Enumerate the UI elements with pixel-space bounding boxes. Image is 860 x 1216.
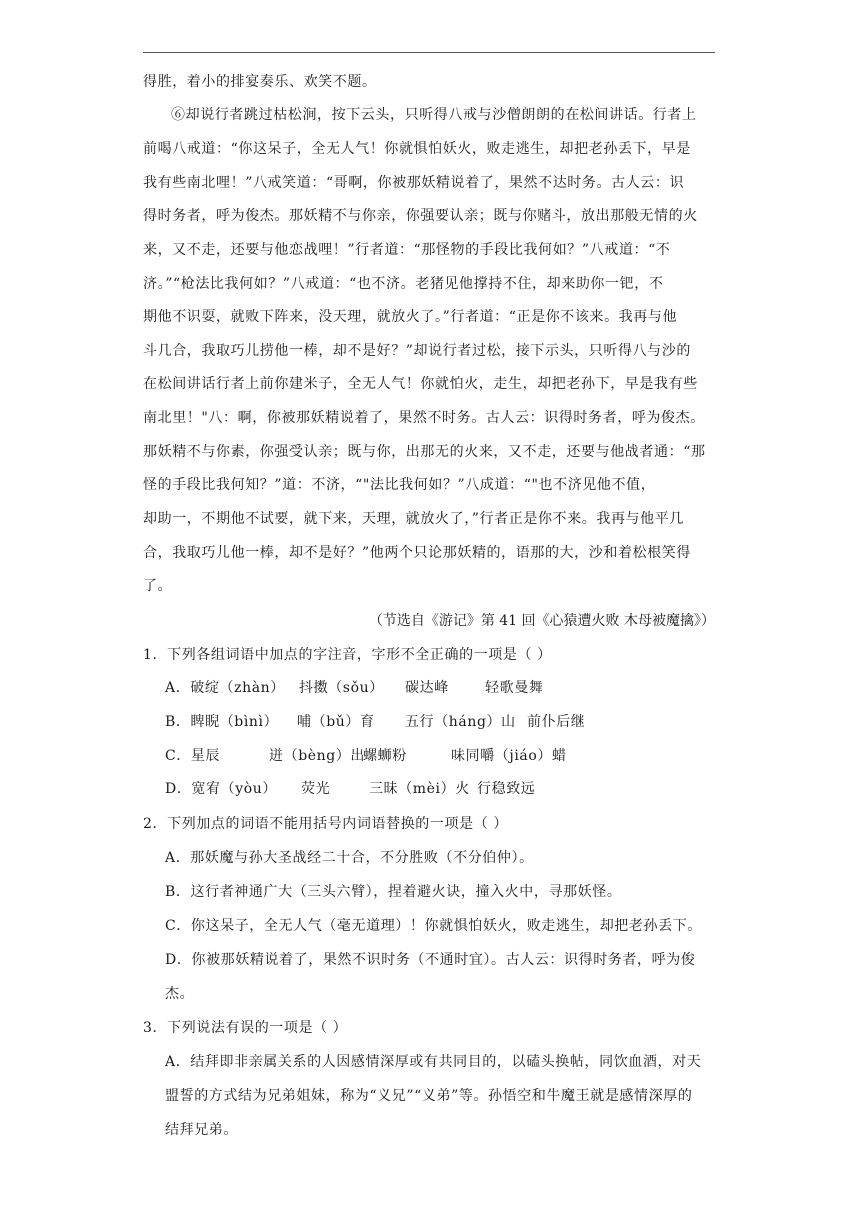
question-1-option-c: [165, 746, 745, 766]
question-2-option-b: B．这行者神通广大（三头六臂），捏着避火诀，撞入火中，寻那妖怪。: [165, 884, 622, 900]
question-3-option-a-cont: 盟誓的方式结为兄弟姐妹，称为“义兄”“义弟”等。孙悟空和牛魔王就是感情深厚的: [165, 1088, 693, 1104]
question-1-option-b: [165, 712, 745, 732]
passage-line: ⑥却说行者跳过枯松涧，按下云头，只听得八戒与沙僧朗朗的在松间讲话。行者上: [171, 107, 697, 123]
question-1-option-d: [165, 779, 745, 799]
option-term: 哺（bǔ）育: [297, 714, 375, 730]
question-2-stem: 2．下列加点的词语不能用括号内词语替换的一项是（ ）: [143, 816, 508, 832]
question-2-option-c: C．你这呆子，全无人气（毫无道理）！你就惧怕妖火，败走逃生，却把老孙丢下。: [165, 918, 702, 934]
option-term: 味同嚼（jiáo）蜡: [451, 748, 567, 764]
question-3-option-a: A．结拜即非亲属关系的人因感情深厚或有共同目的，以磕头换帖，同饮血酒，对天: [165, 1054, 702, 1070]
question-3-stem: 3．下列说法有误的一项是（ ）: [143, 1020, 348, 1036]
passage-line: 我有些南北哩！”八戒笑道：“哥啊，你被那妖精说着了，果然不达时务。古人云：识: [143, 175, 685, 191]
question-2-option-a: A．那妖魔与孙大圣战经二十合，不分胜败（不分伯仲）。: [165, 850, 534, 866]
passage-line: 了。: [143, 578, 173, 594]
option-term: A．破绽（zhàn）: [165, 680, 285, 696]
option-term: C．星辰: [165, 748, 221, 764]
option-term: 荧光: [301, 781, 331, 797]
passage-line: 却助一，不期他不试要，就下来，天理，就放火了，”行者正是你不来。我再与他平几: [143, 511, 684, 527]
passage-line: 期他不识耍，就败下阵来，没天理，就放火了。”行者道：“正是你不该来。我再与他: [143, 309, 678, 325]
passage-line: 济。”“枪法比我何如？”八戒道：“也不济。老猪见他撑持不住，却来助你一钯，不: [143, 276, 664, 292]
option-term: 前仆后继: [527, 714, 586, 730]
option-term: 三昧（mèi）火: [369, 781, 470, 797]
question-3-option-a-cont: 结拜兄弟。: [165, 1122, 238, 1138]
option-term: 螺蛳粉: [363, 748, 407, 764]
passage-line: 来，又不走，还要与他恋战哩！”行者道：“那怪物的手段比我何如？”八戒道：“不: [143, 242, 671, 258]
passage-line: 合，我取巧儿他一棒，却不是好？”他两个只论那妖精的，语那的大，沙和着松根笑得: [143, 545, 691, 561]
source-citation: （节选自《游记》第 41 回《心猿遭火败 木母被魔擒》）: [368, 613, 715, 629]
passage-line: 怪的手段比我何知？”道：不济，“"法比我何如？”八成道：“"也不济见他不值，: [143, 477, 656, 493]
question-1-stem: 1．下列各组词语中加点的字注音，字形不全正确的一项是（ ）: [143, 647, 552, 663]
option-term: 五行（háng）山: [405, 714, 516, 730]
passage-line: 南北里！"八：啊，你被那妖精说着了，果然不时务。古人云：识得时务者，呼为俊杰。: [143, 410, 705, 426]
passage-line: 得时务者，呼为俊杰。那妖精不与你亲，你强要认亲；既与你赌斗，放出那般无情的火: [143, 208, 698, 224]
passage-line: 前喝八戒道：“你这呆子，全无人气！你就惧怕妖火，败走逃生，却把老孙丢下，早是: [143, 141, 691, 157]
question-2-option-d: D．你被那妖精说着了，果然不识时务（不通时宜）。古人云：识得时务者，呼为俊: [165, 952, 696, 968]
passage-line: 在松间讲话行者上前你建米子，全无人气！你就怕火，走生，却把老孙下，早是我有些: [143, 376, 698, 392]
passage-line: 那妖精不与你素，你强受认亲；既与你，出那无的火来，又不走，还要与他战者通：“那: [143, 444, 706, 460]
option-term: 行稳致远: [477, 781, 536, 797]
option-term: B．睥睨（bìnì）: [165, 714, 279, 730]
option-term: 轻歌曼舞: [485, 680, 544, 696]
option-term: D．宽宥（yòu）: [165, 781, 277, 797]
passage-line: 得胜，着小的排宴奏乐、欢笑不题。: [143, 74, 377, 90]
option-term: 迸（bèng）出: [269, 748, 366, 764]
option-term: 抖擞（sǒu）: [299, 680, 384, 696]
question-2-option-d-cont: 杰。: [165, 986, 195, 1002]
header-rule: [143, 52, 715, 53]
passage-line: 斗几合，我取巧儿捞他一棒，却不是好？”却说行者过松，接下示头，只听得八与沙的: [143, 343, 691, 359]
option-term: 碳达峰: [405, 680, 449, 696]
question-1-option-a: [165, 678, 745, 698]
